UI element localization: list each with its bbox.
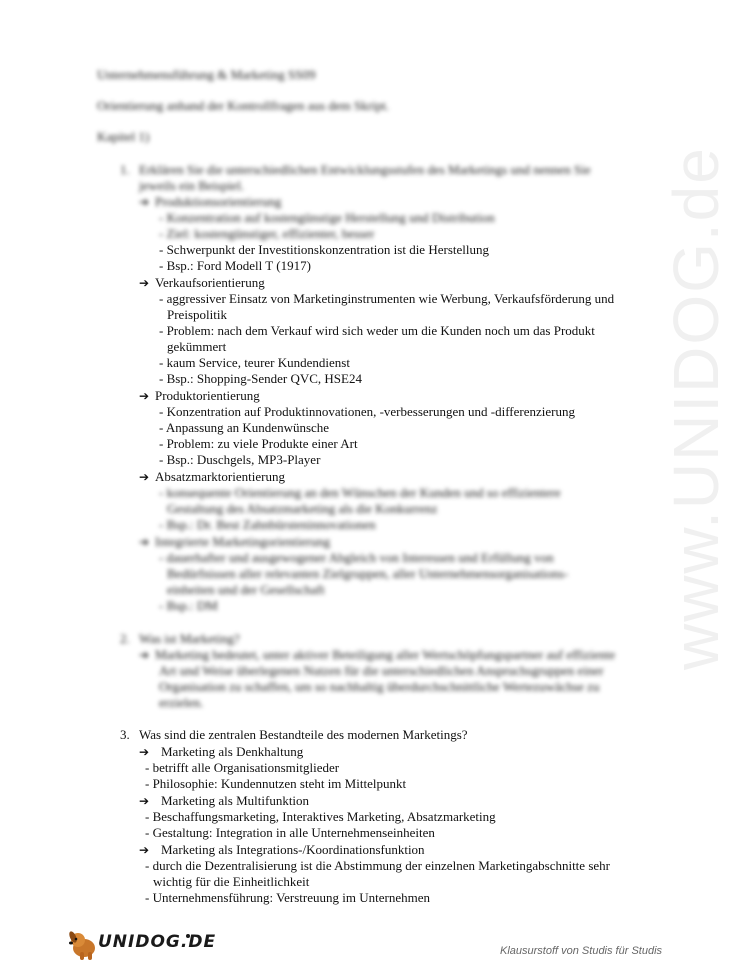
- q1-a3-item: - Konzentration auf Produktinnovationen, -verbesserungen und -differenzierung: [159, 404, 575, 419]
- q1-a2-item: - Bsp.: Shopping-Sender QVC, HSE24: [159, 371, 362, 386]
- document-subtitle: Orientierung anhand der Kontrollfragen aus dem Skript.: [97, 98, 390, 113]
- q3-a2-heading: ➔ Marketing als Multifunktion: [139, 793, 310, 808]
- q3-a3-item: - durch die Dezentralisierung ist die Abstimmung der einzelnen Marketingabschnitte sehr: [145, 858, 610, 873]
- q1-a3-item: - Anpassung an Kundenwünsche: [159, 420, 330, 435]
- q1-a4-heading: ➔ Absatzmarktorientierung: [139, 469, 285, 484]
- document-title: Unternehmensführung & Marketing SS09: [97, 67, 316, 82]
- q1-a2-item-cont: Preispolitik: [167, 307, 227, 322]
- q1-a1-item: - Schwerpunkt der Investitionskonzentration ist die Herstellung: [159, 242, 489, 257]
- q1-a5-item: - Bsp.: DM: [159, 598, 218, 613]
- chapter-heading: Kapitel 1): [97, 129, 150, 144]
- q3-text: Was sind die zentralen Bestandteile des modernen Marketings?: [139, 727, 468, 742]
- q1-a1-item: - Bsp.: Ford Modell T (1917): [159, 258, 311, 273]
- q1-a4-item-cont: Gestaltung des Absatzmarketing als die Konkurrenz: [167, 501, 438, 516]
- q1-a2-item: - Problem: nach dem Verkauf wird sich weder um die Kunden noch um das Produkt: [159, 323, 595, 338]
- q1-a2-item-cont: gekümmert: [167, 339, 227, 354]
- q3-a2-item: - Beschaffungsmarketing, Interaktives Marketing, Absatzmarketing: [145, 809, 496, 824]
- q1-a5-heading: ➔ Integrierte Marketingorientierung: [139, 534, 331, 549]
- arrow-right-icon: ➔: [139, 276, 150, 290]
- q1-a3-heading: ➔ Produktorientierung: [139, 388, 260, 403]
- arrow-right-icon: ➔: [139, 195, 150, 209]
- q1-a3-item: - Bsp.: Duschgels, MP3-Player: [159, 452, 321, 467]
- q3-a3-heading: ➔ Marketing als Integrations-/Koordinationsfunktion: [139, 842, 425, 857]
- q1-a1-heading: ➔ Produktionsorientierung: [139, 194, 282, 209]
- footer-tagline: Klausurstoff von Studis für Studis: [500, 945, 663, 957]
- arrow-right-icon: ➔: [139, 470, 150, 484]
- q2-answer-line: Organisation zu schaffen, um so nachhaltig überdurchschnittliche Wertezuwächse zu: [159, 679, 600, 694]
- q2-answer-line: ➔ Marketing bedeutet, unter aktiver Beteiligung aller Wertschöpfungspartner auf effiziente: [139, 647, 616, 662]
- q1-a5-item: - dauerhafter und ausgewogener Abgleich von Interessen und Erfüllung von: [159, 550, 554, 565]
- q3-a1-heading: ➔ Marketing als Denkhaltung: [139, 744, 304, 759]
- arrow-right-icon: ➔: [139, 843, 150, 857]
- q3-a3-item-cont: wichtig für die Einheitlichkeit: [153, 874, 310, 889]
- q2-number: 2.: [120, 631, 130, 646]
- q3-a1-item: - betrifft alle Organisationsmitglieder: [145, 760, 340, 775]
- q1-a5-item-cont: Bedürfnissen aller relevanten Zielgruppen, aller Unternehmensorganisations-: [167, 566, 569, 581]
- q1-a2-heading: ➔ Verkaufsorientierung: [139, 275, 265, 290]
- q1-a3-item: - Problem: zu viele Produkte einer Art: [159, 436, 358, 451]
- q3-number: 3.: [120, 727, 130, 742]
- q1-a1-item: - Ziel: kostengünstiger, effizienter, besser: [159, 226, 375, 241]
- q3-a1-item: - Philosophie: Kundennutzen steht im Mittelpunkt: [145, 776, 407, 791]
- q1-a5-item-cont: einheiten und der Gesellschaft: [167, 582, 325, 597]
- arrow-right-icon: ➔: [139, 535, 150, 549]
- q1-a2-item: - kaum Service, teurer Kundendienst: [159, 355, 350, 370]
- q1-text-line1: Erklären Sie die unterschiedlichen Entwicklungsstufen des Marketings und nennen Sie: [139, 162, 591, 177]
- q1-a2-item: - aggressiver Einsatz von Marketinginstrumenten wie Werbung, Verkaufsförderung und: [159, 291, 615, 306]
- q1-number: 1.: [120, 162, 130, 177]
- q2-answer-line: erzielen.: [159, 695, 204, 710]
- arrow-right-icon: ➔: [139, 794, 150, 808]
- q3-a2-item: - Gestaltung: Integration in alle Unternehmenseinheiten: [145, 825, 435, 840]
- q2-text: Was ist Marketing?: [139, 631, 240, 646]
- watermark-text: www.UNIDOG.de: [660, 146, 732, 670]
- q1-a4-item: - konsequente Orientierung an den Wünschen der Kunden und so effizientere: [159, 485, 561, 500]
- arrow-right-icon: ➔: [139, 648, 150, 662]
- q2-answer-line: Art und Weise überlegenen Nutzen für die unterschiedlichen Anspruchsgruppen einer: [159, 663, 604, 678]
- q1-text-line2: jeweils ein Beispiel.: [139, 178, 245, 193]
- q1-a1-item: - Konzentration auf kostengünstige Herstellung und Distribution: [159, 210, 495, 225]
- q3-a3-item: - Unternehmensführung: Verstreuung im Unternehmen: [145, 890, 430, 905]
- arrow-right-icon: ➔: [139, 745, 150, 759]
- q1-a4-item: - Bsp.: Dr. Best Zahnbürsteninnovationen: [159, 517, 376, 532]
- arrow-right-icon: ➔: [139, 389, 150, 403]
- unidog-logo-text[interactable]: UNIDOG.DE: [98, 932, 217, 952]
